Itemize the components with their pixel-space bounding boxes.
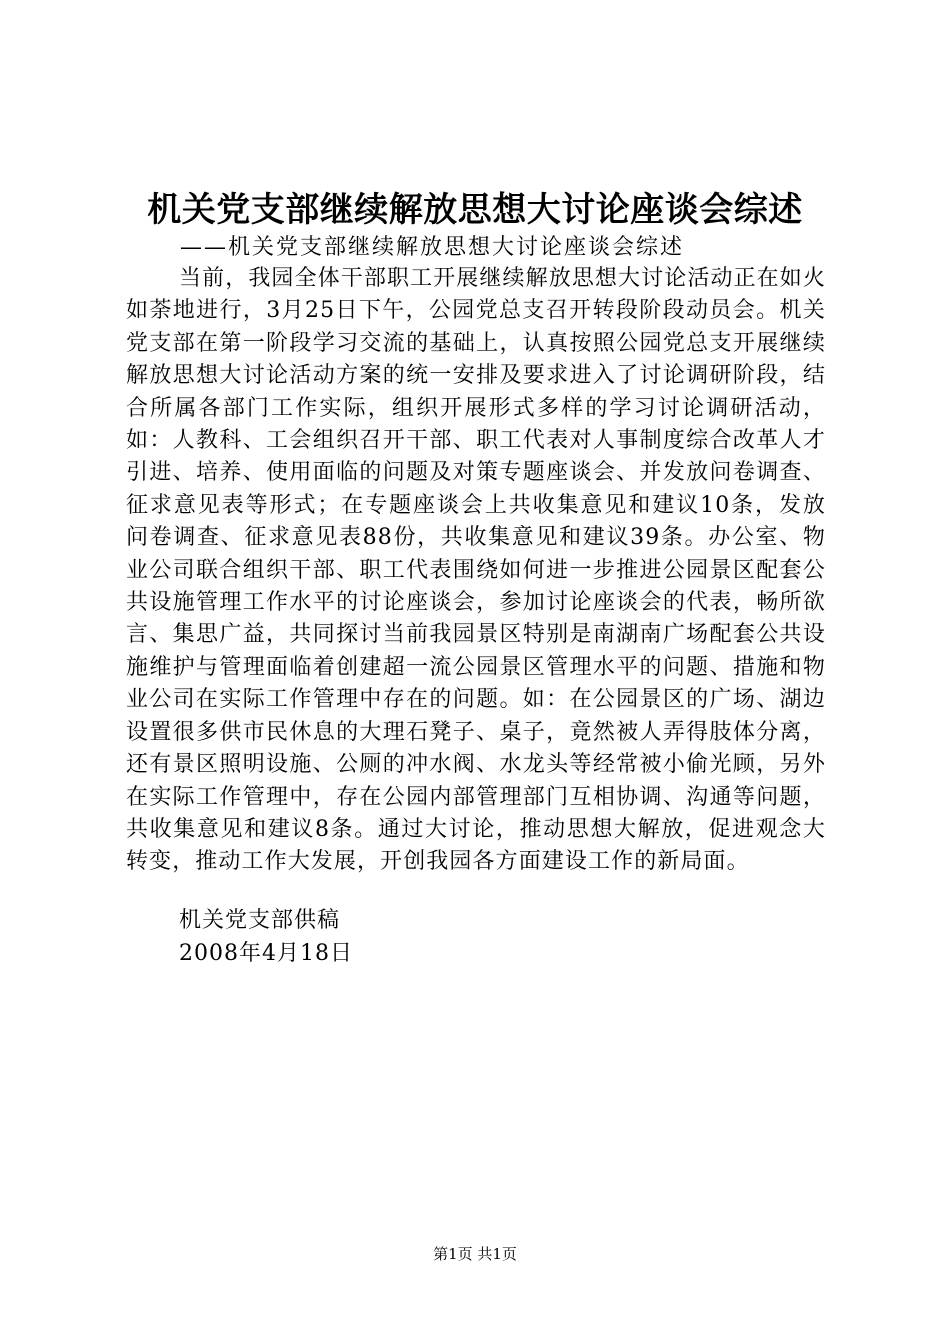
page-number-footer: 第1页 共1页 bbox=[433, 1245, 517, 1263]
document-date: 2008年4月18日 bbox=[179, 941, 353, 966]
document-title: 机关党支部继续解放思想大讨论座谈会综述 bbox=[147, 190, 803, 230]
document-signature: 机关党支部供稿 bbox=[179, 908, 341, 933]
document-subtitle: ——机关党支部继续解放思想大讨论座谈会综述 bbox=[180, 235, 685, 260]
document-body-paragraph: 当前，我园全体干部职工开展继续解放思想大讨论活动正在如火如荼地进行，3月25日下午，公园党总支召开转段阶段动员会。机关党支部在第一阶段学习交流的基础上，认真按照公园党总支开展继续解放思想大讨论活动方案的统一安排及要求进入了讨论调研阶段，结合所属各部门工作实际，组织开展形式多样的学习讨论调研活动，如：人教科、工会组织召开干部、职工代表对人事制度综合改革人才引进、培养、使用面临的问题及对策专题座谈会、并发放问卷调查、征求意见表等形式；在专题座谈会上共收集意见和建议10条，发放问卷调查、征求意见表88份，共收集意见和建议39条。办公室、物业公司联合组织干部、职工代表围绕如何进一步推进公园景区配套公共设施管理工作水平的讨论座谈会，参加讨论座谈会的代表，畅所欲言、集思广益，共同探讨当前我园景区特别是南湖南广场配套公共设施维护与管理面临着创建超一流公园景区管理水平的问题、措施和物业公司在实际工作管理中存在的问题。如：在公园景区的广场、湖边设置很多供市民休息的大理石凳子、桌子，竟然被人弄得肢体分离，还有景区照明设施、公厕的冲水阀、水龙头等经常被小偷光顾，另外在实际工作管理中，存在公园内部管理部门互相协调、沟通等问题，共收集意见和建议8条。通过大讨论，推动思想大解放，促进观念大转变，推动工作大发展，开创我园各方面建设工作的新局面。 bbox=[126, 266, 826, 875]
